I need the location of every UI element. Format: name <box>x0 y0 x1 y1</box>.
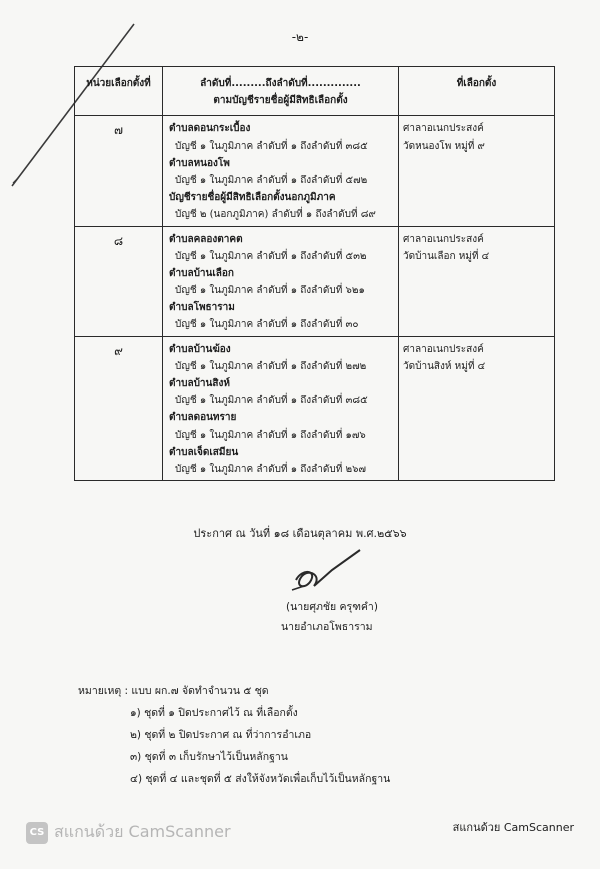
subdistrict-name: ตำบลดอนกระเบื้อง <box>169 123 251 135</box>
polling-place-line: ศาลาอเนกประสงค์ <box>403 123 484 135</box>
header-unit: หน่วยเลือกตั้งที่ <box>75 67 163 116</box>
polling-units-table <box>74 66 555 481</box>
polling-place-line: ศาลาอเนกประสงค์ <box>403 343 484 355</box>
polling-place-line: วัดหนองโพ หมู่ที่ ๙ <box>403 140 485 152</box>
subdistrict-name: ตำบลโพธาราม <box>169 302 235 314</box>
signature-image <box>288 540 368 595</box>
polling-place-cell <box>399 336 555 481</box>
subdistrict-name: บัญชีรายชื่อผู้มีสิทธิเลือกตั้งนอกภูมิภาค <box>169 192 336 204</box>
header-list-line1: ลำดับที่.........ถึงลำดับที่.............. <box>200 78 361 89</box>
voter-list-range: บัญชี ๑ ในภูมิภาค ลำดับที่ ๑ ถึงลำดับที่ ๓๘๕ <box>175 395 368 407</box>
subdistrict-name: ตำบลคลองตาคต <box>169 233 243 245</box>
voter-list-range: บัญชี ๑ ในภูมิภาค ลำดับที่ ๑ ถึงลำดับที่ ๖๒๑ <box>175 285 365 297</box>
subdistrict-name: ตำบลเจ็ดเสมียน <box>169 446 239 458</box>
camscanner-logo-icon: CS <box>26 822 48 844</box>
polling-unit-row <box>75 226 555 336</box>
note-item: ๒) ชุดที่ ๒ ปิดประกาศ ณ ที่ว่าการอำเภอ <box>130 729 312 741</box>
table-header-row <box>75 67 555 116</box>
signer-name: (นายศุภชัย ครุฑคำ) <box>286 601 378 613</box>
signer-position: นายอำเภอโพธาราม <box>281 621 373 633</box>
announcement-date: ประกาศ ณ วันที่ ๑๘ เดือนตุลาคม พ.ศ.๒๕๖๖ <box>193 527 407 540</box>
polling-unit-number: ๘ <box>75 226 163 336</box>
voter-list-range: บัญชี ๑ ในภูมิภาค ลำดับที่ ๑ ถึงลำดับที่ ๕๗๒ <box>175 174 368 186</box>
voter-list-cell <box>163 226 399 336</box>
camscanner-watermark-left <box>26 820 231 845</box>
notes-heading: หมายเหตุ : แบบ ผก.๗ จัดทำจำนวน ๕ ชุด <box>78 685 269 697</box>
voter-list-cell <box>163 336 399 481</box>
page-number: -๒- <box>291 30 309 44</box>
polling-place-cell <box>399 116 555 226</box>
camscanner-watermark-text: สแกนด้วย CamScanner <box>54 822 231 841</box>
voter-list-range: บัญชี ๑ ในภูมิภาค ลำดับที่ ๑ ถึงลำดับที่ ๓๘๕ <box>175 140 368 152</box>
voter-list-range: บัญชี ๑ ในภูมิภาค ลำดับที่ ๑ ถึงลำดับที่ ๕๓๒ <box>175 250 367 262</box>
subdistrict-name: ตำบลบ้านเลือก <box>169 267 234 279</box>
voter-list-range: บัญชี ๑ ในภูมิภาค ลำดับที่ ๑ ถึงลำดับที่ ๑๗๖ <box>175 429 366 441</box>
polling-place-line: ศาลาอเนกประสงค์ <box>403 233 484 245</box>
voter-list-range: บัญชี ๑ ในภูมิภาค ลำดับที่ ๑ ถึงลำดับที่ ๓๐ <box>175 319 359 331</box>
camscanner-watermark-right: สแกนด้วย CamScanner <box>452 821 574 834</box>
header-place: ที่เลือกตั้ง <box>399 67 555 116</box>
voter-list-range: บัญชี ๑ ในภูมิภาค ลำดับที่ ๑ ถึงลำดับที่ ๒๗๒ <box>175 360 367 372</box>
polling-unit-row <box>75 116 555 226</box>
polling-place-cell <box>399 226 555 336</box>
subdistrict-name: ตำบลดอนทราย <box>169 412 237 424</box>
voter-list-range: บัญชี ๑ ในภูมิภาค ลำดับที่ ๑ ถึงลำดับที่ ๒๖๗ <box>175 463 366 475</box>
header-list-line2: ตามบัญชีรายชื่อผู้มีสิทธิเลือกตั้ง <box>213 95 348 107</box>
note-item: ๔) ชุดที่ ๔ และชุดที่ ๕ ส่งให้จังหวัดเพื่อเก็บไว้เป็นหลักฐาน <box>130 773 391 785</box>
polling-unit-number: ๗ <box>75 116 163 226</box>
note-item: ๓) ชุดที่ ๓ เก็บรักษาไว้เป็นหลักฐาน <box>130 751 288 763</box>
voter-list-range: บัญชี ๒ (นอกภูมิภาค) ลำดับที่ ๑ ถึงลำดับที่ ๘๙ <box>175 209 376 221</box>
subdistrict-name: ตำบลหนองโพ <box>169 157 230 169</box>
polling-place-line: วัดบ้านสิงห์ หมู่ที่ ๔ <box>403 360 486 372</box>
polling-unit-number: ๙ <box>75 336 163 481</box>
subdistrict-name: ตำบลบ้านสิงห์ <box>169 378 230 389</box>
polling-unit-row <box>75 336 555 481</box>
voter-list-cell <box>163 116 399 226</box>
header-list-range <box>163 67 399 116</box>
subdistrict-name: ตำบลบ้านฆ้อง <box>169 343 231 355</box>
polling-place-line: วัดบ้านเลือก หมู่ที่ ๔ <box>403 250 490 262</box>
note-item: ๑) ชุดที่ ๑ ปิดประกาศไว้ ณ ที่เลือกตั้ง <box>130 707 298 719</box>
